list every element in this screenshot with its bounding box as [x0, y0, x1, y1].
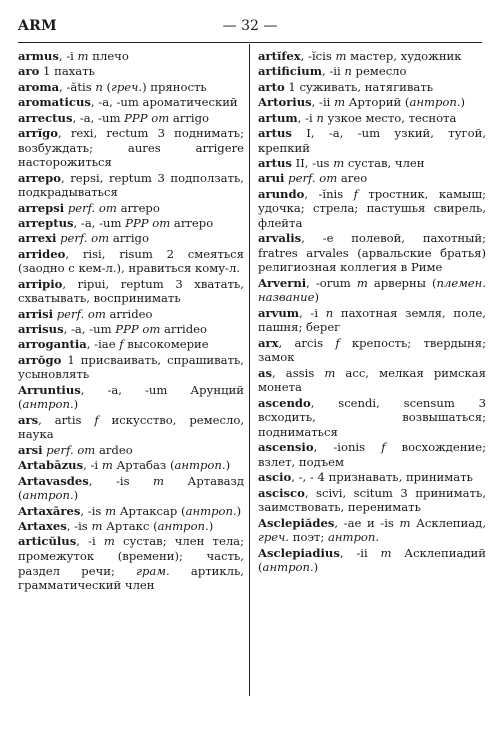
entry-headword: arrectus: [18, 110, 73, 125]
entry-grammar-note: n: [325, 305, 334, 320]
dictionary-entry: [18, 474, 244, 503]
entry-grammar-note: m: [103, 534, 115, 549]
entry-text: искусство, ремесло, наука: [18, 412, 244, 442]
entry-text: ): [73, 488, 79, 503]
entry-headword: ascendo: [258, 395, 311, 410]
entry-grammar-note: m: [333, 155, 345, 170]
entry-grammar-note: антроп.: [22, 488, 74, 503]
entry-text: , scendi, scensum 3 всходить, возвышаться; подниматься: [258, 395, 486, 439]
entry-text: , risi, risum 2 смеяться (заодно с кем-л.), нравиться кому-л.: [18, 246, 244, 276]
dictionary-entry: [18, 337, 244, 352]
entry-headword: Arruntius: [18, 382, 81, 397]
page-number: — 32 —: [222, 18, 278, 34]
entry-text: , -a, -um: [63, 322, 116, 337]
dictionary-entry: [18, 277, 244, 306]
entry-headword: arreptus: [18, 215, 74, 230]
entry-headword: ascisco: [258, 485, 305, 500]
entry-text: , -ii: [311, 95, 335, 110]
entry-headword: arundo: [258, 186, 305, 201]
entry-text: , -ătis: [59, 79, 96, 94]
entry-text: , -is: [88, 473, 154, 488]
dictionary-entry: [258, 64, 486, 79]
entry-text: , artis: [38, 412, 95, 427]
entry-headword: arui: [258, 171, 285, 186]
entry-grammar-note: m: [77, 49, 89, 63]
dictionary-entry: [258, 156, 486, 171]
entry-headword: articŭlus: [18, 534, 77, 549]
entry-text: пахотная земля, поле, пашня; берег: [258, 305, 486, 335]
dictionary-entry: [258, 516, 486, 545]
entry-text: высокомерие: [123, 337, 209, 352]
entry-grammar-note: m: [105, 503, 117, 518]
entry-text: , arcis: [278, 335, 336, 350]
entry-grammar-note: антроп.: [174, 458, 226, 473]
guide-word: ARM: [18, 18, 57, 34]
page-header: [18, 18, 482, 42]
entry-text: , repsi, reptum 3 подползать, подкрадываться: [18, 170, 244, 200]
dictionary-entry: [18, 519, 244, 534]
entry-headword: artĭfex: [258, 49, 301, 63]
entry-text: arrideo: [160, 322, 207, 337]
entry-headword: aro: [18, 64, 40, 79]
dictionary-entry: [258, 111, 486, 126]
entry-grammar-note: f: [119, 337, 124, 352]
entry-text: Артавазд (: [18, 473, 244, 503]
entry-headword: artus: [258, 125, 292, 140]
entry-text: , -i: [299, 305, 326, 320]
dictionary-entry: [18, 504, 244, 519]
dictionary-entry: [258, 95, 486, 110]
entry-text: ): [225, 458, 231, 473]
entry-text: , -i: [76, 534, 104, 549]
entry-headword: ars: [18, 412, 39, 427]
entry-headword: aromaticus: [18, 95, 91, 110]
entry-text: , -i: [83, 458, 102, 473]
entry-text: , -ii: [321, 64, 345, 79]
entry-headword: ascio: [258, 470, 292, 485]
entry-text: восхождение; взлет, подъем: [258, 440, 486, 469]
entry-grammar-note: племен. название: [258, 275, 486, 305]
entry-text: arrigo: [169, 110, 209, 125]
entry-text: , -i: [58, 49, 78, 63]
entry-grammar-note: m: [91, 518, 103, 533]
entry-headword: arrisi: [18, 306, 54, 321]
entry-text: , -i: [297, 110, 317, 125]
dictionary-entry: [18, 95, 244, 110]
entry-grammar-note: m: [335, 49, 347, 63]
entry-text: , ripui, reptum 3 хватать, схватывать, воспринимать: [18, 276, 244, 306]
entry-grammar-note: антроп.: [157, 518, 209, 533]
entry-headword: Artaxes: [18, 518, 67, 533]
dictionary-entry: [258, 366, 486, 395]
entry-text: узкое место, теснота: [323, 110, 457, 125]
entry-text: ): [460, 95, 466, 110]
entry-grammar-note: f: [353, 186, 358, 201]
entry-text: ardeo: [95, 442, 133, 457]
entry-grammar-note: PPP от: [124, 110, 170, 125]
entry-headword: armus: [18, 49, 59, 63]
entry-grammar-note: грам.: [136, 563, 170, 578]
dictionary-entry: [18, 247, 244, 276]
entry-text: поэт;: [289, 530, 328, 545]
entry-headword: arripio: [18, 276, 63, 291]
entry-text: (: [102, 79, 112, 94]
entry-headword: artus: [258, 155, 292, 170]
entry-text: , -ĭcis: [300, 49, 336, 63]
column-divider: [249, 44, 250, 696]
entry-grammar-note: n: [95, 79, 103, 94]
entry-text: arrideo: [105, 306, 153, 321]
entry-text: артикль, грамматический член: [18, 563, 244, 593]
dictionary-entry: [258, 276, 486, 305]
entry-headword: arvum: [258, 305, 300, 320]
entry-text: , -e полевой, пахотный; fratres arvales (арвальские братья) религиозная коллегия в Риме: [258, 231, 486, 275]
dictionary-entry: [18, 80, 244, 95]
dictionary-entry: [258, 396, 486, 440]
entry-grammar-note: n: [316, 110, 324, 125]
entry-grammar-note: PPP от: [125, 215, 171, 230]
entry-text: , -orum: [306, 275, 357, 290]
entry-grammar-note: антроп.: [327, 530, 380, 545]
entry-grammar-note: антроп.: [185, 503, 237, 518]
entry-grammar-note: perf. от: [288, 171, 338, 186]
entry-headword: Artaxāres: [18, 503, 81, 518]
entry-grammar-note: m: [356, 275, 368, 290]
entry-headword: arto: [258, 79, 285, 94]
dictionary-entry: [18, 231, 244, 246]
entry-grammar-note: m: [380, 545, 392, 560]
entry-text: 1 присваивать, спрашивать, усыновлять: [18, 352, 244, 382]
entry-text: , -, - 4 признавать, принимать: [291, 470, 473, 485]
entry-grammar-note: perf. от: [56, 306, 106, 321]
entry-text: ) пряность: [142, 79, 207, 94]
entry-grammar-note: f: [94, 412, 99, 427]
dictionary-entry: [258, 306, 486, 335]
right-column: [258, 49, 486, 576]
dictionary-entry: [258, 470, 486, 485]
entry-headword: Arverni: [258, 275, 307, 290]
entry-text: Артаксар (: [116, 503, 186, 518]
entry-headword: Asclepiadius: [258, 545, 340, 560]
dictionary-entry: [258, 486, 486, 515]
dictionary-entry: [258, 546, 486, 575]
dictionary-entry: [18, 307, 244, 322]
entry-text: Арторий (: [345, 95, 410, 110]
dictionary-entry: [18, 534, 244, 592]
entry-headword: arrideo: [18, 246, 66, 261]
dictionary-entry: [18, 458, 244, 473]
left-column: [18, 49, 244, 594]
entry-headword: aroma: [18, 79, 60, 94]
entry-text: арверны (: [367, 275, 437, 290]
dictionary-entry: [258, 336, 486, 365]
dictionary-entry: [258, 231, 486, 275]
entry-text: ремесло: [351, 64, 407, 79]
entry-grammar-note: perf. от: [60, 231, 110, 246]
dictionary-entry: [18, 353, 244, 382]
dictionary-entry: [258, 126, 486, 155]
dictionary-entry: [258, 440, 486, 469]
entry-grammar-note: антроп.: [262, 560, 314, 575]
entry-grammar-note: антроп.: [22, 397, 74, 412]
entry-text: крепость; твердыня; замок: [258, 335, 486, 365]
entry-headword: artum: [258, 110, 298, 125]
entry-text: Артакс (: [102, 518, 158, 533]
entry-headword: arrepsi: [18, 200, 65, 215]
entry-grammar-note: m: [324, 365, 336, 380]
entry-text: , assis: [272, 365, 325, 380]
dictionary-entry: [18, 443, 244, 458]
entry-grammar-note: греч.: [111, 79, 143, 94]
entry-grammar-note: perf. от: [67, 200, 117, 215]
entry-headword: arsi: [18, 442, 43, 457]
entry-text: , scivi, scitum 3 принимать, заимствовать, перенимать: [258, 485, 486, 515]
entry-grammar-note: n: [344, 64, 352, 79]
entry-headword: arrexi: [18, 231, 57, 246]
entry-text: ): [313, 560, 319, 575]
entry-text: I, -a, -um узкий, тугой, крепкий: [258, 125, 486, 155]
entry-headword: ascensio: [258, 440, 314, 455]
dictionary-entry: [18, 126, 244, 170]
entry-text: , -ae и -is: [334, 515, 400, 530]
entry-text: ): [314, 290, 320, 305]
entry-grammar-note: perf. от: [46, 442, 96, 457]
dictionary-entry: [18, 322, 244, 337]
entry-text: асс, мелкая римская монета: [258, 365, 486, 395]
entry-text: arrepo: [116, 200, 160, 215]
dictionary-entry: [258, 49, 486, 64]
entry-grammar-note: m: [153, 473, 165, 488]
dictionary-entry: [18, 111, 244, 126]
entry-text: ): [73, 397, 79, 412]
entry-headword: arrisus: [18, 322, 64, 337]
entry-text: тростник, камыш; удочка; стрела; пастушья свирель, флейта: [258, 186, 486, 230]
entry-headword: arvalis: [258, 231, 302, 246]
dictionary-entry: [18, 49, 244, 64]
dictionary-entry: [18, 64, 244, 79]
entry-text: Артабаз (: [112, 458, 175, 473]
entry-grammar-note: m: [334, 95, 346, 110]
dictionary-entry: [18, 216, 244, 231]
entry-text: 1 суживать, натягивать: [284, 79, 434, 94]
entry-text: , -iae: [86, 337, 120, 352]
entry-headword: Artabāzus: [18, 458, 84, 473]
dictionary-entry: [18, 413, 244, 442]
entry-text: Асклепиад,: [410, 515, 486, 530]
entry-grammar-note: f: [381, 440, 386, 455]
entry-headword: arrŏgo: [18, 352, 62, 367]
entry-text: , -a, -um Арунций (: [18, 382, 244, 412]
dictionary-entry: [258, 187, 486, 231]
entry-headword: arx: [258, 335, 279, 350]
entry-text: , rexi, rectum 3 поднимать; возбуждать; aures arrigere насторожиться: [18, 125, 244, 170]
entry-headword: Artavasdes: [18, 473, 89, 488]
entry-text: areo: [337, 171, 368, 186]
entry-headword: artificium: [258, 64, 322, 79]
entry-grammar-note: m: [101, 458, 113, 473]
entry-text: мастер, художник: [346, 49, 462, 63]
dictionary-entry: [18, 383, 244, 412]
entry-text: arrepo: [170, 215, 214, 230]
entry-text: , -ii: [339, 545, 381, 560]
entry-headword: as: [258, 365, 273, 380]
entry-text: плечо: [88, 49, 129, 63]
entry-text: , -ionis: [313, 440, 382, 455]
entry-text: arrigo: [109, 231, 149, 246]
entry-text: ): [236, 503, 242, 518]
entry-text: 1 пахать: [39, 64, 95, 79]
entry-headword: Asclepiădes: [258, 515, 335, 530]
entry-text: , -a, -um: [72, 110, 125, 125]
entry-headword: Artorius: [258, 95, 312, 110]
entry-text: сустав, член: [344, 155, 425, 170]
header-rule: [18, 42, 482, 43]
entry-text: , -a, -um ароматический: [90, 95, 238, 110]
entry-headword: arrĭgo: [18, 125, 58, 140]
entry-grammar-note: антроп.: [409, 95, 461, 110]
entry-text: ): [208, 518, 214, 533]
entry-text: II, -us: [291, 155, 334, 170]
entry-text: Асклепиадий (: [258, 545, 486, 575]
dictionary-entry: [18, 201, 244, 216]
entry-text: , -ĭnis: [304, 186, 354, 201]
entry-grammar-note: греч.: [258, 530, 290, 545]
dictionary-entry: [258, 171, 486, 186]
dictionary-entry: [18, 171, 244, 200]
entry-headword: arrepo: [18, 170, 61, 185]
entry-text: , -is: [66, 518, 92, 533]
dictionary-entry: [258, 80, 486, 95]
entry-text: , -a, -um: [73, 215, 126, 230]
entry-grammar-note: f: [335, 335, 340, 350]
entry-grammar-note: PPP от: [115, 322, 161, 337]
entry-grammar-note: m: [399, 515, 411, 530]
entry-headword: arrogantia: [18, 337, 87, 352]
entry-text: сустав; член тела; промежуток (времени); часть, раздел речи;: [18, 534, 244, 578]
entry-text: , -is: [80, 503, 106, 518]
